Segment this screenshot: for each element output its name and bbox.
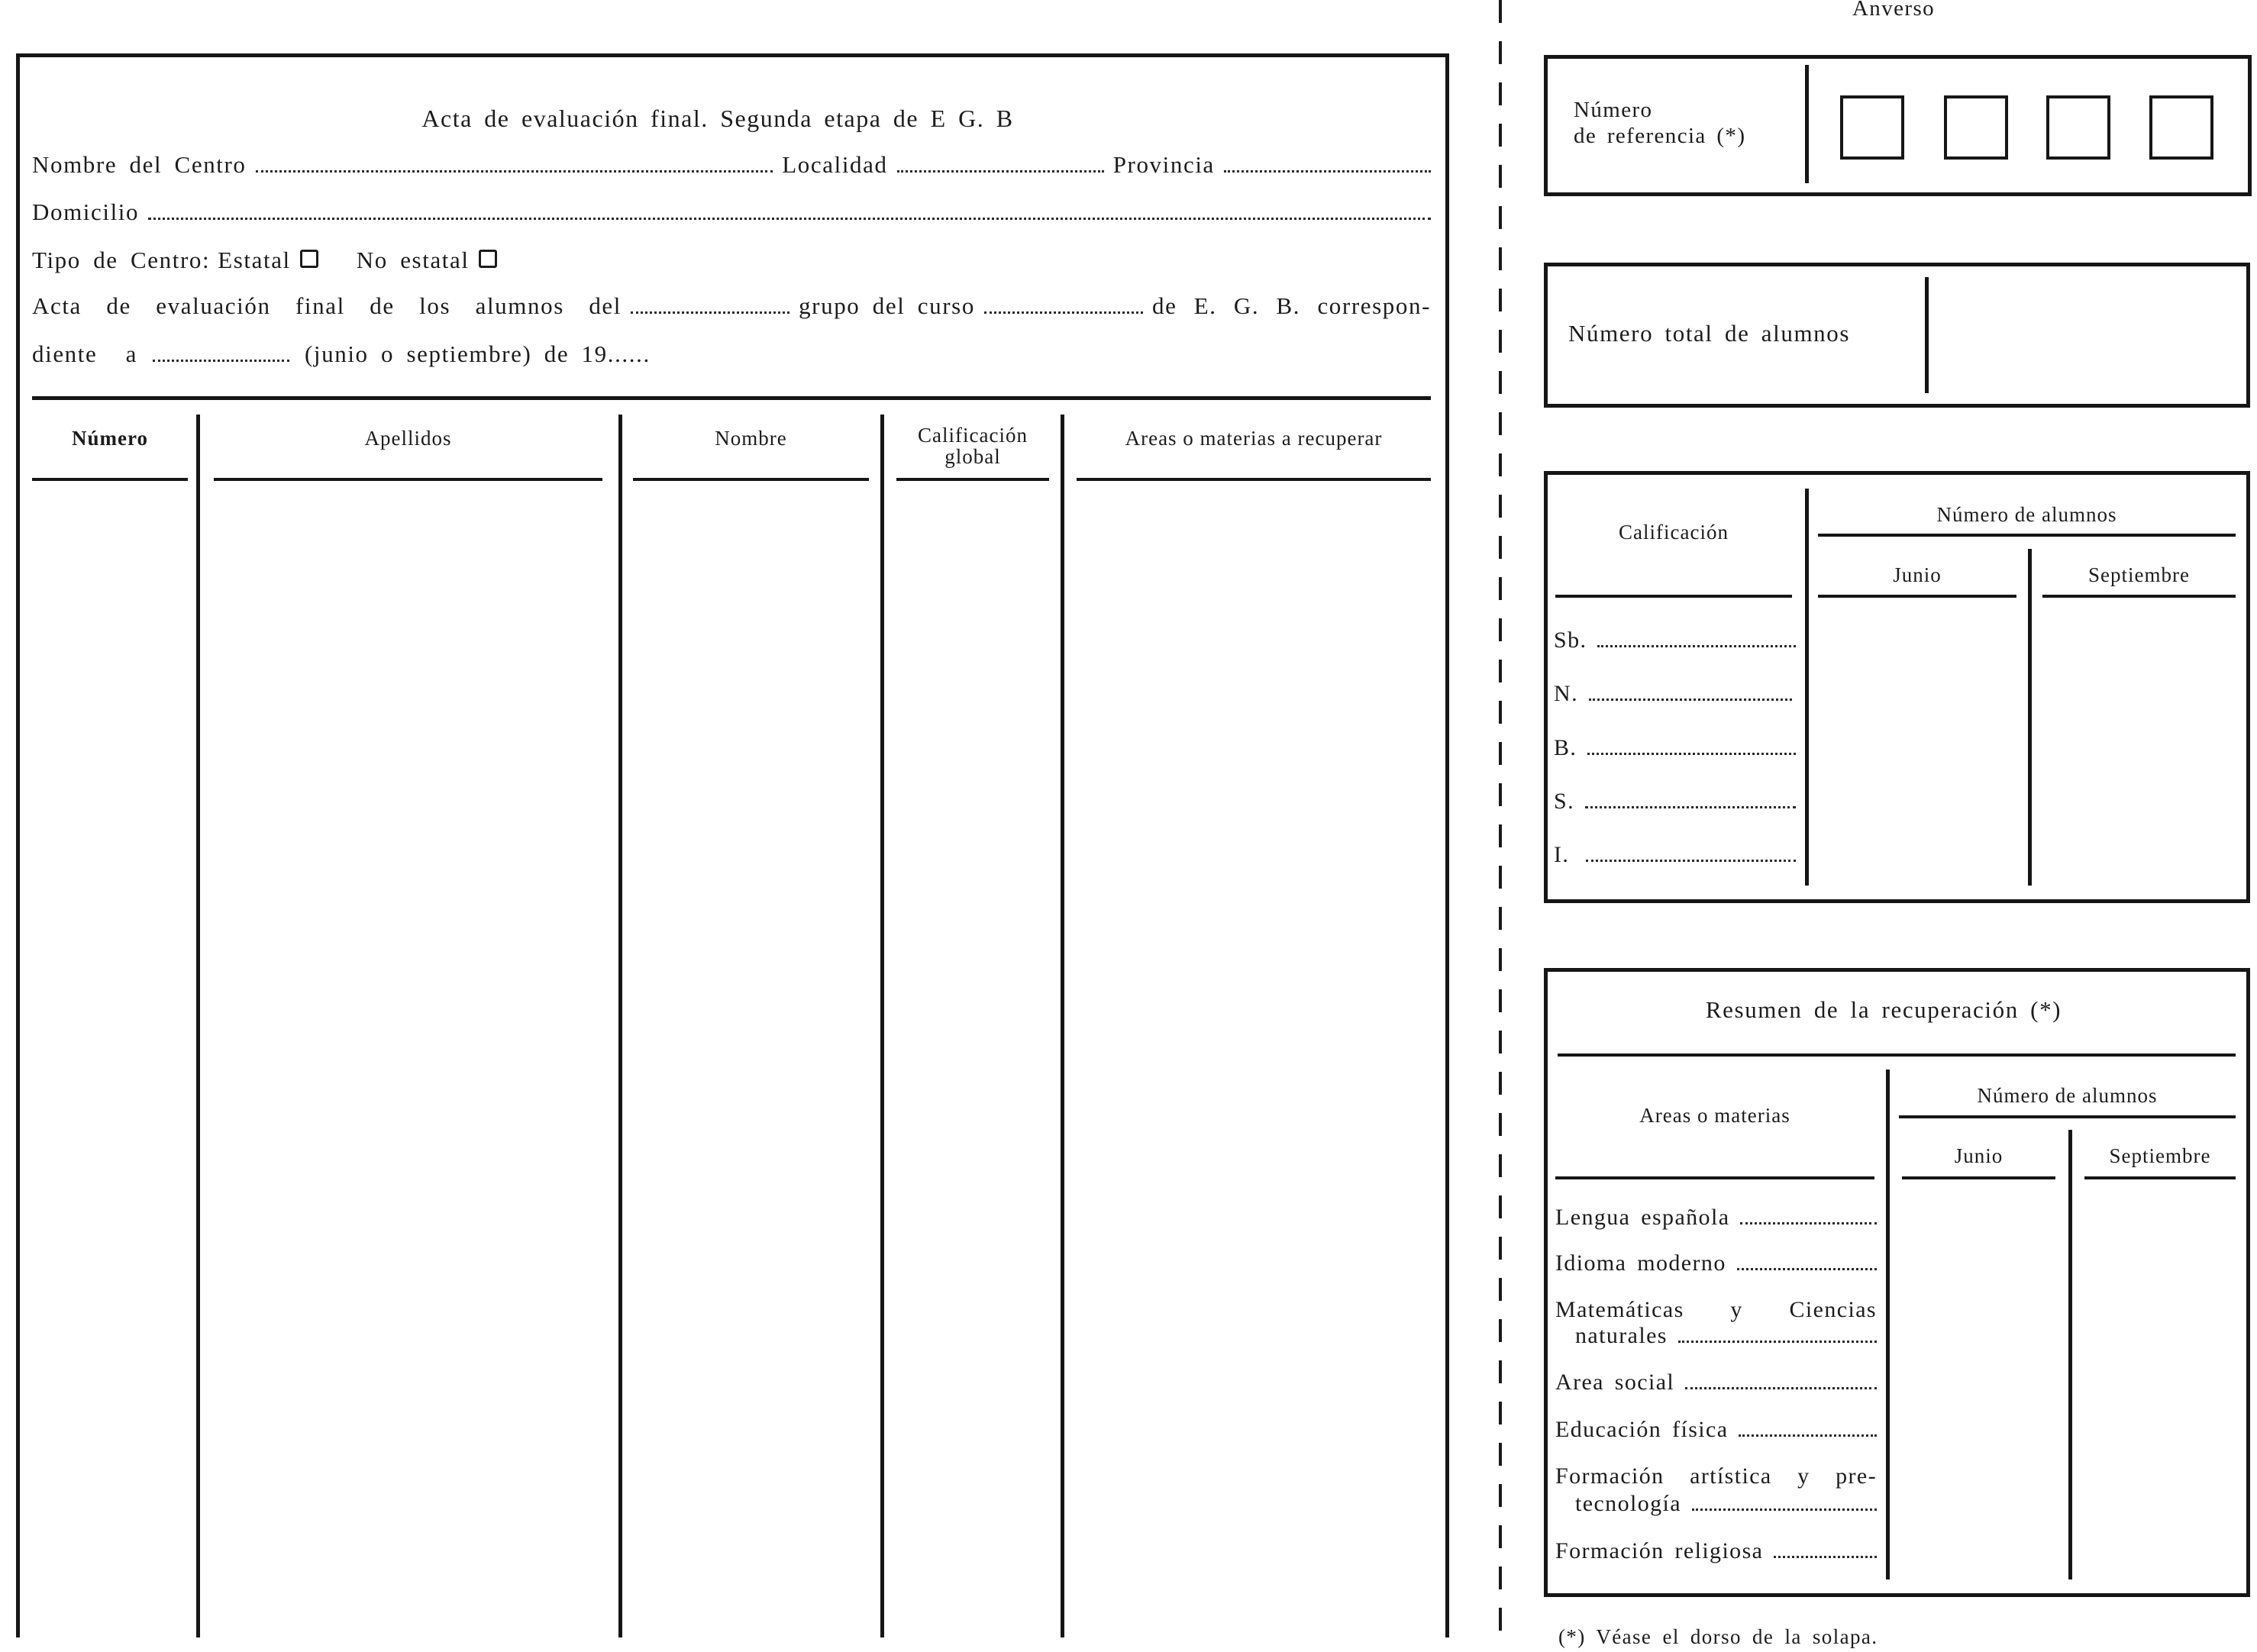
areas-underline: [1555, 1176, 1874, 1179]
reference-divider: [1805, 65, 1809, 183]
provincia-field[interactable]: [1224, 164, 1431, 173]
area-label: naturales: [1575, 1323, 1668, 1348]
localidad-label: Localidad: [782, 151, 888, 178]
reference-label-line2: de referencia (*): [1574, 124, 1746, 148]
area-leader: [1685, 1381, 1877, 1389]
grade-row-s: [1554, 788, 1796, 815]
area-row-formacion-artistica: [1555, 1463, 1877, 1490]
grade-label: B.: [1554, 735, 1577, 760]
reference-digit-box[interactable]: [2046, 95, 2110, 160]
area-row-educacion-fisica: [1555, 1416, 1877, 1444]
grade-row-i: [1554, 841, 1796, 869]
col-underline-calificacion: [896, 478, 1049, 481]
col-underline-apellidos: [214, 478, 602, 481]
recuperacion-septiembre-header: Septiembre: [2109, 1144, 2211, 1167]
recuperacion-areas-header: Areas o materias: [1639, 1104, 1790, 1127]
area-leader: [1692, 1502, 1877, 1511]
estatal-label: Estatal: [218, 247, 291, 273]
total-alumnos-field[interactable]: [1939, 279, 2237, 393]
alumnos-del-label: Acta de evaluación final de los alumnos del: [32, 292, 622, 319]
septiembre-underline: [2042, 595, 2236, 598]
calificacion-junio-header: Junio: [1893, 563, 1942, 586]
reference-digit-box[interactable]: [1944, 95, 2008, 160]
col-underline-nombre: [633, 478, 869, 481]
area-label: Idioma moderno: [1555, 1250, 1726, 1276]
calificacion-divider: [1805, 489, 1809, 886]
area-label: Educación física: [1555, 1417, 1729, 1442]
area-label: Matemáticas y Ciencias: [1555, 1297, 1877, 1322]
col-underline-areas: [1077, 478, 1431, 481]
recuperacion-title: Resumen de la recuperación (*): [1705, 996, 2062, 1023]
area-label: tecnología: [1575, 1491, 1681, 1516]
grade-label: I.: [1554, 842, 1570, 867]
col-header-areas: Areas o materias a recuperar: [1125, 427, 1383, 450]
calificacion-count-rule: [1818, 534, 2236, 537]
centro-row: [32, 150, 1431, 179]
area-leader: [1740, 1216, 1877, 1224]
side-label: Anverso: [1852, 0, 1936, 21]
grade-label: N.: [1554, 681, 1578, 706]
junio-underline: [1818, 595, 2016, 598]
grade-label: S.: [1554, 789, 1574, 814]
footnote: (*) Véase el dorso de la solapa.: [1558, 1625, 1878, 1648]
calificacion-septiembre-header: Septiembre: [2088, 563, 2190, 586]
area-row-matematicas: [1555, 1296, 1877, 1324]
reference-digit-box[interactable]: [1840, 95, 1904, 160]
junio-underline: [1902, 1176, 2055, 1179]
area-row-lengua: [1555, 1204, 1877, 1231]
provincia-label: Provincia: [1112, 151, 1215, 178]
grade-leader: [1589, 692, 1792, 701]
total-alumnos-divider: [1925, 277, 1929, 393]
column-divider: [618, 415, 622, 1637]
domicilio-label: Domicilio: [32, 198, 140, 225]
domicilio-row: [32, 198, 1431, 227]
grade-row-sb: [1554, 627, 1796, 654]
curso-field[interactable]: [984, 305, 1143, 314]
localidad-field[interactable]: [897, 164, 1104, 173]
col-header-calificacion: Calificación global: [918, 424, 1028, 468]
form-title: Acta de evaluación final. Segunda etapa de E G. B: [421, 105, 1014, 132]
recuperacion-title-rule: [1558, 1053, 2236, 1057]
calificacion-period-divider: [2028, 549, 2032, 886]
header-rule: [32, 396, 1431, 400]
area-row-social: [1555, 1369, 1877, 1396]
grade-leader: [1597, 639, 1796, 647]
calificacion-header: Calificación: [1619, 521, 1729, 544]
grade-label: Sb.: [1554, 628, 1587, 653]
tipo-centro-row: [32, 246, 497, 275]
reference-label-line1: Número: [1574, 98, 1653, 122]
grade-leader: [1585, 800, 1796, 808]
area-row-religiosa: [1555, 1537, 1877, 1565]
no-estatal-checkbox[interactable]: [479, 250, 497, 268]
grupo-curso-row: [32, 292, 1431, 321]
estatal-checkbox[interactable]: [300, 250, 318, 268]
area-row-idioma: [1555, 1250, 1877, 1277]
grade-leader: [1587, 747, 1796, 755]
column-divider: [880, 415, 884, 1637]
recuperacion-count-header: Número de alumnos: [1977, 1084, 2158, 1107]
septiembre-underline: [2084, 1176, 2236, 1179]
area-row-formacion-artistica-cont: [1575, 1490, 1877, 1518]
area-row-matematicas-cont: [1575, 1322, 1877, 1350]
domicilio-field[interactable]: [148, 211, 1431, 220]
calificacion-underline: [1555, 595, 1792, 598]
col-underline-numero: [32, 478, 188, 481]
area-leader: [1739, 1428, 1877, 1437]
nombre-centro-field[interactable]: [256, 164, 773, 173]
column-divider: [1061, 415, 1064, 1637]
fecha-field[interactable]: [153, 353, 289, 362]
no-estatal-label: No estatal: [356, 247, 470, 273]
col-header-nombre: Nombre: [715, 427, 787, 450]
grade-row-n: [1554, 680, 1792, 708]
recuperacion-period-divider: [2068, 1130, 2072, 1579]
area-label: Lengua española: [1555, 1205, 1730, 1230]
tipo-centro-label: Tipo de Centro:: [32, 247, 211, 273]
area-leader: [1774, 1550, 1877, 1558]
egb-label: de E. G. B. correspon-: [1152, 292, 1431, 319]
fold-dashed-line: [1499, 0, 1502, 1637]
grupo-field[interactable]: [631, 305, 789, 314]
col-header-apellidos: Apellidos: [364, 427, 452, 450]
calificacion-count-header: Número de alumnos: [1936, 503, 2117, 526]
convocatoria-label: (junio o septiembre) de 19......: [305, 340, 651, 367]
diente-label: diente a: [32, 340, 137, 367]
column-divider: [196, 415, 200, 1637]
grade-leader: [1586, 853, 1796, 862]
reference-digit-box[interactable]: [2149, 95, 2213, 160]
recuperacion-junio-header: Junio: [1954, 1144, 2004, 1167]
area-label: Formación religiosa: [1555, 1538, 1764, 1563]
nombre-centro-label: Nombre del Centro: [32, 151, 247, 178]
total-alumnos-label: Número total de alumnos: [1568, 320, 1851, 347]
recuperacion-divider: [1886, 1070, 1890, 1579]
grupo-curso-label: grupo del curso: [799, 292, 975, 319]
col-header-numero: Número: [72, 427, 148, 450]
recuperacion-count-rule: [1899, 1115, 2236, 1118]
area-label: Area social: [1555, 1370, 1675, 1395]
area-leader: [1737, 1262, 1877, 1270]
convocatoria-row: [32, 340, 651, 369]
area-label: Formación artística y pre-: [1555, 1463, 1877, 1489]
area-leader: [1678, 1334, 1877, 1343]
grade-row-b: [1554, 734, 1796, 762]
